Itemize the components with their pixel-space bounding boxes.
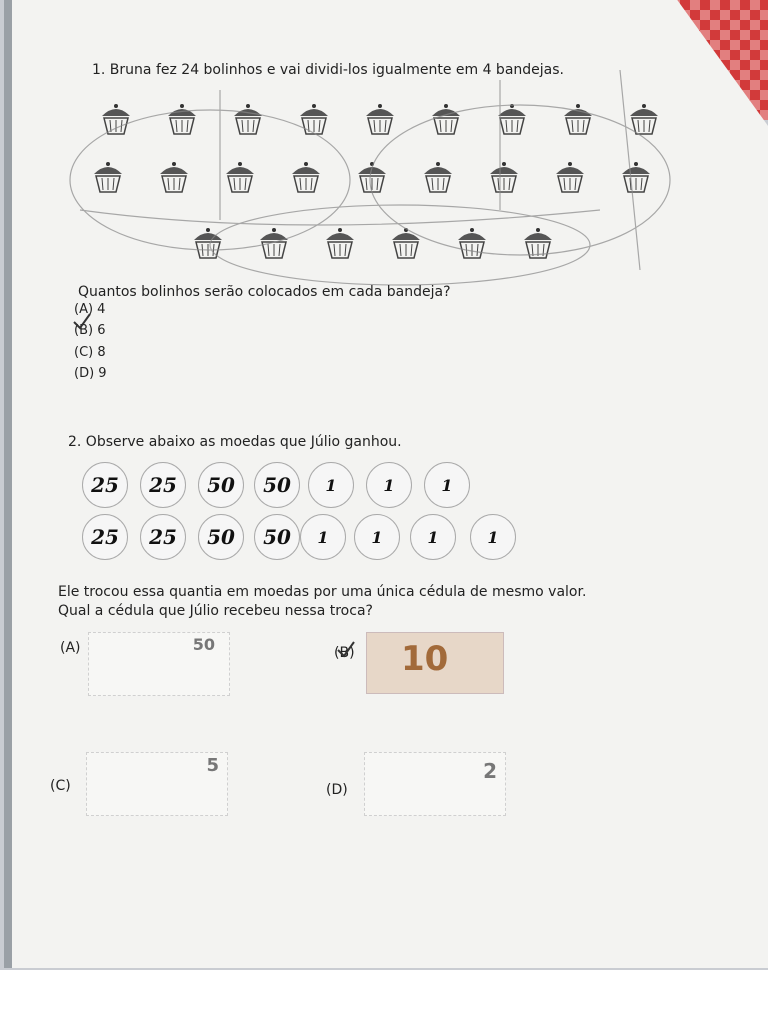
coin-1: 1 [300,514,346,560]
q2-option-b[interactable]: (B) [334,645,355,661]
cupcake-icon [188,224,228,264]
q2-option-d[interactable]: (D) [326,782,348,798]
cupcake-icon [518,224,558,264]
coin-1: 1 [470,514,516,560]
q2-title: 2. Observe abaixo as moedas que Júlio ganhou. [68,434,402,450]
coin-25: 25 [82,462,128,508]
coin-1: 1 [424,462,470,508]
note-50-value: 50 [192,635,215,654]
cupcake-icon [616,158,656,198]
note-5-value: 5 [206,755,219,776]
cupcake-icon [352,158,392,198]
cupcake-icon [254,224,294,264]
q2-option-c[interactable]: (C) [50,778,71,794]
coin-1: 1 [366,462,412,508]
cupcake-icon [220,158,260,198]
q1-option-d[interactable]: (D) 9 [74,366,107,381]
coin-50: 50 [254,462,300,508]
note-2-value: 2 [483,759,497,783]
q2-line1: Ele trocou essa quantia em moedas por uma única cédula de mesmo valor. [58,584,587,600]
cupcake-icon [88,158,128,198]
q1-option-a[interactable]: (A) 4 [74,302,106,317]
banknote-2 [364,752,506,816]
cupcake-icon [550,158,590,198]
cupcake-icon [484,158,524,198]
coin-25: 25 [140,514,186,560]
banknote-10 [366,632,504,694]
coin-25: 25 [82,514,128,560]
coin-1: 1 [410,514,456,560]
q1-question: Quantos bolinhos serão colocados em cada bandeja? [78,284,451,300]
cupcake-icon [320,224,360,264]
coin-1: 1 [308,462,354,508]
q1-title: 1. Bruna fez 24 bolinhos e vai dividi-los igualmente em 4 bandejas. [92,62,564,78]
coin-50: 50 [198,462,244,508]
cupcake-icon [558,100,598,140]
cupcake-icon [286,158,326,198]
banknote-50 [88,632,230,696]
cupcake-icon [228,100,268,140]
coin-25: 25 [140,462,186,508]
note-10-value: 10 [401,639,449,679]
cupcake-icon [452,224,492,264]
cupcake-icon [386,224,426,264]
q1-option-b[interactable]: (B) 6 [74,323,106,338]
cupcake-icon [96,100,136,140]
cupcake-icon [492,100,532,140]
cupcake-icon [624,100,664,140]
cupcake-icon [360,100,400,140]
cupcake-icon [162,100,202,140]
q2-option-a[interactable]: (A) [60,640,81,656]
coin-50: 50 [198,514,244,560]
cupcake-icon [154,158,194,198]
coin-50: 50 [254,514,300,560]
banknote-5 [86,752,228,816]
cupcake-icon [426,100,466,140]
cupcake-icon [294,100,334,140]
coin-1: 1 [354,514,400,560]
q2-line2: Qual a cédula que Júlio recebeu nessa troca? [58,603,373,619]
cupcake-icon [418,158,458,198]
q1-option-c[interactable]: (C) 8 [74,345,106,360]
